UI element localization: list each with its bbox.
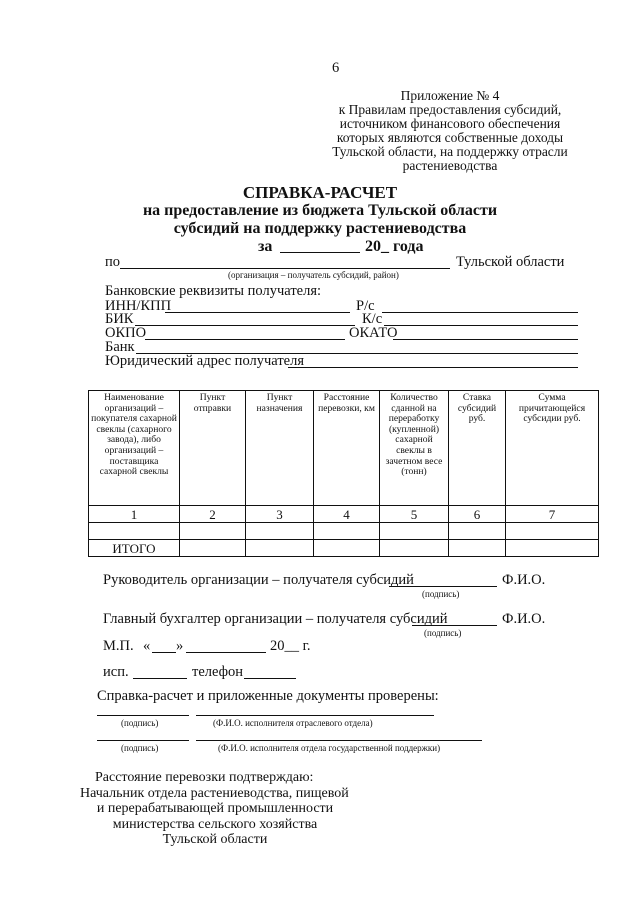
- okato-label: ОКАТО: [349, 325, 398, 341]
- table-header-cell: Пункт отправки: [180, 391, 246, 506]
- table-header-row: [89, 391, 599, 506]
- column-number: 5: [380, 506, 449, 523]
- ks-label: К/с: [362, 311, 383, 327]
- confirm-line: Тульской области: [162, 832, 268, 847]
- column-number: 4: [314, 506, 380, 523]
- verify-signature-line-2[interactable]: [97, 740, 189, 741]
- appendix-line: источником финансового обеспечения: [339, 116, 561, 131]
- table-header-cell: Расстояние перевозки, км: [314, 391, 380, 506]
- appendix-block: [330, 89, 570, 173]
- title-year: 20_ года: [365, 238, 424, 255]
- table-cell[interactable]: [246, 540, 314, 557]
- table-cell[interactable]: [449, 523, 506, 540]
- head-signature-line[interactable]: [389, 586, 497, 587]
- table-header-cell: Наименование организаций – покупателя сахарной свеклы (сахарного завода), либо организаций – поставщика сахарной свеклы: [89, 391, 180, 506]
- rs-line: [382, 312, 578, 313]
- bik-label: БИК: [105, 311, 134, 327]
- appendix-line: растениеводства: [402, 158, 498, 173]
- table-cell[interactable]: [180, 540, 246, 557]
- confirmation-block: [70, 770, 360, 848]
- table-header-cell: Ставка субсидий руб.: [449, 391, 506, 506]
- appendix-line: к Правилам предоставления субсидий,: [338, 102, 562, 117]
- verify-podpis-1: (подпись): [121, 718, 159, 728]
- table-cell[interactable]: [314, 540, 380, 557]
- head-podpis: (подпись): [422, 589, 460, 599]
- title-line-1: на предоставление из бюджета Тульской области: [142, 202, 498, 219]
- date-day-line[interactable]: [152, 652, 176, 653]
- accountant-signature-line[interactable]: [412, 625, 497, 626]
- table-row: [89, 523, 599, 540]
- date-close-quote: »: [176, 638, 184, 654]
- table-cell[interactable]: [380, 540, 449, 557]
- date-open-quote: «: [143, 638, 151, 654]
- verify-fio-caption-2: (Ф.И.О. исполнителя отдела государственной поддержки): [218, 743, 441, 753]
- table-cell[interactable]: [506, 523, 599, 540]
- table-cell[interactable]: [314, 523, 380, 540]
- confirm-line: Начальник отдела растениеводства, пищевой: [80, 785, 349, 801]
- isp-label: исп.: [103, 664, 129, 680]
- title-za: за: [258, 238, 273, 255]
- inn-line: [165, 312, 350, 313]
- table-cell[interactable]: [506, 540, 599, 557]
- head-label: Руководитель организации – получателя субсидий: [103, 572, 414, 588]
- phone-line[interactable]: [244, 678, 296, 679]
- verify-fio-line-1[interactable]: [196, 715, 434, 716]
- page-number: 6: [332, 60, 340, 76]
- recipient-region: Тульской области: [456, 254, 565, 270]
- ks-line: [384, 325, 578, 326]
- phone-label: телефон: [192, 664, 244, 680]
- document-title: СПРАВКА-РАСЧЕТ: [242, 183, 398, 202]
- okpo-label: ОКПО: [105, 325, 147, 341]
- address-label: Юридический адрес получателя: [105, 353, 305, 369]
- appendix-line: которых являются собственные доходы: [336, 130, 564, 145]
- table-total-row: [89, 540, 599, 557]
- column-number: 1: [89, 506, 180, 523]
- total-label: ИТОГО: [89, 540, 180, 557]
- inn-label: ИНН/КПП: [105, 298, 172, 314]
- column-number: 3: [246, 506, 314, 523]
- period-line: [280, 252, 360, 253]
- confirm-line: министерства сельского хозяйства: [112, 816, 318, 832]
- verify-fio-caption-1: (Ф.И.О. исполнителя отраслевого отдела): [213, 718, 373, 728]
- table-cell[interactable]: [449, 540, 506, 557]
- table-cell[interactable]: [180, 523, 246, 540]
- column-number: 2: [180, 506, 246, 523]
- recipient-po: по: [105, 254, 121, 270]
- bik-line: [135, 325, 355, 326]
- mp-label: М.П.: [103, 638, 134, 654]
- okpo-line: [145, 339, 345, 340]
- appendix-line: Приложение № 4: [400, 88, 500, 103]
- table-cell[interactable]: [246, 523, 314, 540]
- table-header-cell: Пункт назначения: [246, 391, 314, 506]
- accountant-fio: Ф.И.О.: [502, 611, 546, 627]
- confirm-line: и перерабатывающей промышленности: [96, 801, 334, 816]
- date-month-line[interactable]: [186, 652, 266, 653]
- calculation-table: [88, 390, 599, 557]
- verify-fio-line-2[interactable]: [196, 740, 482, 741]
- table-cell[interactable]: [89, 523, 180, 540]
- isp-line[interactable]: [133, 678, 187, 679]
- address-line: [288, 367, 578, 368]
- table-number-row: [89, 506, 599, 523]
- date-year: 20__ г.: [270, 638, 311, 654]
- verification-heading: Справка-расчет и приложенные документы проверены:: [97, 688, 439, 704]
- confirm-line: Расстояние перевозки подтверждаю:: [95, 770, 314, 785]
- recipient-line: [120, 268, 450, 269]
- rs-label: Р/с: [356, 298, 375, 314]
- accountant-label: Главный бухгалтер организации – получателя субсидий: [103, 611, 448, 627]
- okato-line: [393, 339, 578, 340]
- bank-label: Банк: [105, 339, 135, 355]
- title-line-2: субсидий на поддержку растениеводства: [173, 220, 467, 237]
- bank-heading: Банковские реквизиты получателя:: [105, 283, 322, 299]
- table-cell[interactable]: [380, 523, 449, 540]
- table-header-cell: Количество сданной на переработку (купленной) сахарной свеклы в зачетном весе (тонн): [380, 391, 449, 506]
- recipient-caption: (организация – получатель субсидий, район): [228, 270, 399, 280]
- column-number: 6: [449, 506, 506, 523]
- accountant-podpis: (подпись): [424, 628, 462, 638]
- verify-podpis-2: (подпись): [121, 743, 159, 753]
- head-fio: Ф.И.О.: [502, 572, 546, 588]
- verify-signature-line-1[interactable]: [97, 715, 189, 716]
- column-number: 7: [506, 506, 599, 523]
- appendix-line: Тульской области, на поддержку отрасли: [332, 144, 568, 159]
- table-header-cell: Сумма причитающейся субсидии руб.: [506, 391, 599, 506]
